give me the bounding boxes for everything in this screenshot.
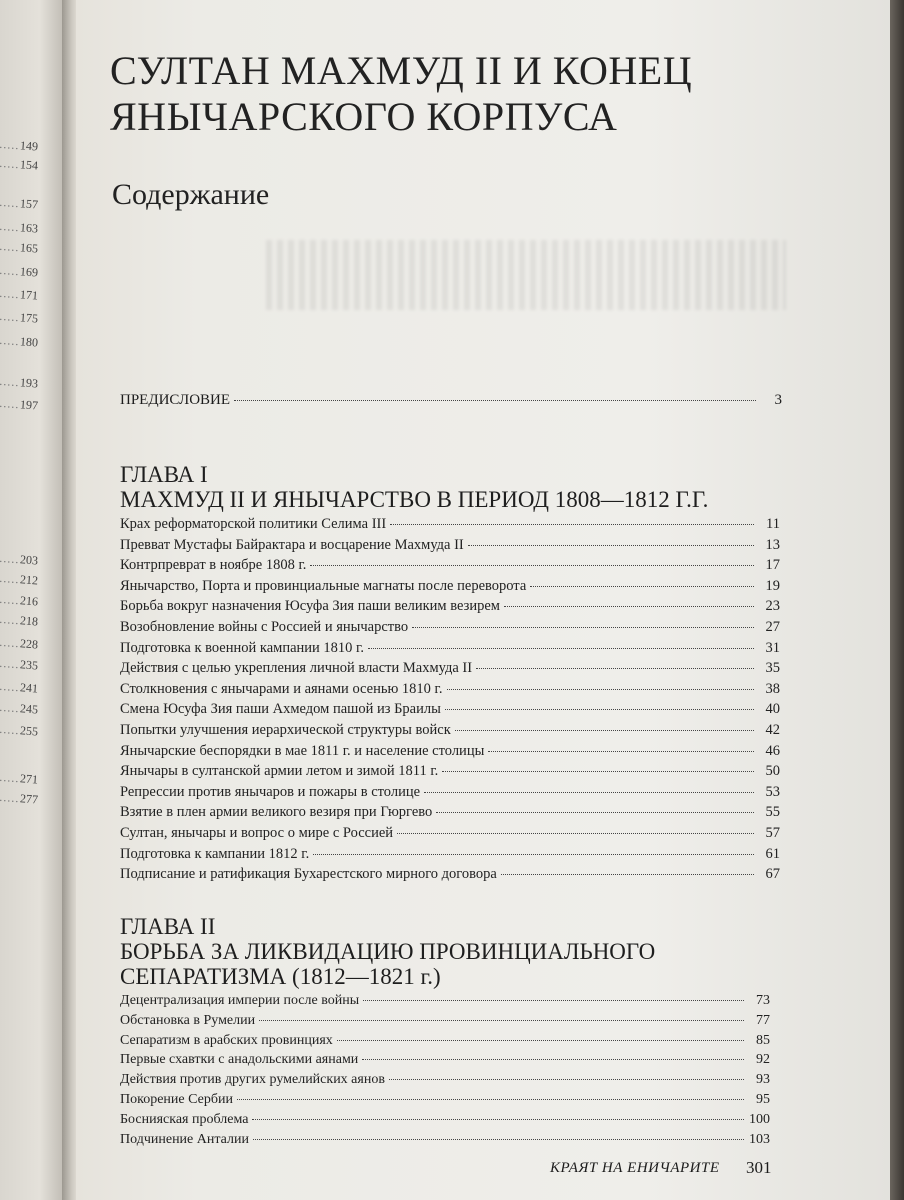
facing-page-number: …… 228 <box>0 635 38 653</box>
toc-entry-title: Попытки улучшения иерархической структуры войск <box>120 721 451 738</box>
dot-leader <box>447 689 755 690</box>
toc-entry-page: 67 <box>765 866 780 883</box>
dot-leader <box>445 709 754 710</box>
toc-entry-title: Подписание и ратификация Бухарестского мирного договора <box>120 866 497 883</box>
dot-leader <box>368 648 754 649</box>
dot-leader <box>468 545 754 546</box>
facing-page-number: …… 171 <box>0 286 38 304</box>
toc-entry-title: Подготовка к кампании 1812 г. <box>120 845 310 862</box>
facing-page-number: …… 255 <box>0 722 38 740</box>
toc-entry-title: Возобновление войны с Россией и янычарство <box>120 618 409 635</box>
toc-entry-title: Контрпреврат в ноябре 1808 г. <box>120 557 307 574</box>
toc-entry-page: 38 <box>765 680 780 697</box>
dot-leader <box>362 1059 744 1060</box>
facing-page <box>0 0 66 1200</box>
book-title <box>110 48 692 140</box>
toc-entry[interactable] <box>120 802 780 823</box>
bleed-through-text <box>266 240 786 310</box>
toc-entry-title: Борьба вокруг назначения Юсуфа Зия паши великим везирем <box>120 598 500 615</box>
toc-entry-page: 40 <box>765 701 780 718</box>
toc-entry[interactable] <box>120 699 780 720</box>
chapter-label: ГЛАВА I <box>120 462 208 487</box>
toc-entry-page: 85 <box>756 1032 770 1048</box>
toc-entry-page: 31 <box>765 639 780 656</box>
facing-page-number: …… 149 <box>0 137 38 155</box>
dot-leader <box>504 606 754 607</box>
dot-leader <box>455 730 754 731</box>
toc-entry-title: Репрессии против янычаров и пожары в столице <box>120 783 421 800</box>
toc-entry-page: 92 <box>756 1052 770 1068</box>
toc-entry-title: Янычарские беспорядки в мае 1811 г. и население столицы <box>120 742 485 759</box>
chapter-title <box>120 939 770 989</box>
toc-entry-page: 17 <box>765 557 780 574</box>
dot-leader <box>237 1099 744 1100</box>
toc-entry[interactable] <box>120 658 780 679</box>
dot-leader <box>442 771 754 772</box>
toc-entry-page: 27 <box>765 618 780 635</box>
toc-entry-title: Боснияская проблема <box>120 1111 249 1127</box>
toc-entry[interactable] <box>120 617 780 638</box>
toc-entry[interactable] <box>120 782 780 803</box>
toc-entry[interactable] <box>120 720 780 741</box>
toc-entry-title: Действия против других румелийских аянов <box>120 1072 385 1088</box>
facing-page-number: …… 157 <box>0 195 38 213</box>
toc-entry[interactable] <box>120 555 780 576</box>
facing-page-number: …… 216 <box>0 592 38 610</box>
toc-entry-title: Янычары в султанской армии летом и зимой 1811 г. <box>120 763 439 780</box>
toc-entry-title: Сепаратизм в арабских провинциях <box>120 1032 333 1048</box>
toc-entry[interactable] <box>120 741 780 762</box>
dot-leader <box>337 1040 744 1041</box>
dot-leader <box>259 1020 744 1021</box>
toc-entry-page: 53 <box>765 783 780 800</box>
toc-entry-page: 42 <box>765 721 780 738</box>
facing-page-number: …… 245 <box>0 700 38 718</box>
toc-entry[interactable] <box>120 514 780 535</box>
facing-page-number: …… 241 <box>0 679 38 697</box>
dot-leader <box>501 874 754 875</box>
toc-entry-page: 57 <box>765 824 780 841</box>
toc-entry-title: Подчинение Анталии <box>120 1131 249 1147</box>
dot-leader <box>476 668 754 669</box>
dot-leader <box>252 1119 744 1120</box>
facing-page-number: …… 271 <box>0 770 38 788</box>
toc-entry[interactable] <box>120 1070 770 1090</box>
toc-entry[interactable] <box>120 823 780 844</box>
chapter-title-line: СЕПАРАТИЗМА (1812—1821 г.) <box>120 964 441 989</box>
dot-leader <box>310 565 754 566</box>
dot-leader <box>389 1079 744 1080</box>
dot-leader <box>424 792 754 793</box>
facing-page-number: …… 203 <box>0 551 38 569</box>
toc-entry-page: 46 <box>765 742 780 759</box>
toc-entry-page: 100 <box>749 1111 770 1127</box>
facing-page-number: …… 193 <box>0 374 38 392</box>
facing-page-number: …… 154 <box>0 156 38 174</box>
chapter-entries <box>120 991 770 1149</box>
toc-entry-title: Первые схавтки с анадольскими аянами <box>120 1052 359 1068</box>
toc-entry-page: 93 <box>756 1072 770 1088</box>
toc-entry[interactable] <box>120 576 780 597</box>
chapter-title-line: МАХМУД II И ЯНЫЧАРСТВО В ПЕРИОД 1808—1812 Г.Г. <box>120 487 709 512</box>
dot-leader <box>363 1000 744 1001</box>
chapter-section <box>120 914 770 1149</box>
chapter-section <box>120 462 780 885</box>
chapter-label: ГЛАВА II <box>120 914 216 939</box>
toc-entry-page: 103 <box>749 1131 770 1147</box>
facing-page-number: …… 180 <box>0 333 38 351</box>
toc-entry-title: Янычарство, Порта и провинциальные магнаты после переворота <box>120 577 527 594</box>
toc-entry-page: 50 <box>765 763 780 780</box>
toc-entry[interactable] <box>120 1050 770 1070</box>
toc-entry-page: 11 <box>766 516 780 532</box>
toc-entry[interactable] <box>120 991 770 1011</box>
dot-leader <box>313 854 754 855</box>
toc-entry[interactable] <box>120 679 780 700</box>
toc-entry-page: 19 <box>765 577 780 594</box>
dot-leader <box>488 751 754 752</box>
toc-entry[interactable] <box>120 1090 770 1110</box>
toc-entry[interactable] <box>120 864 780 885</box>
dot-leader <box>436 812 754 813</box>
toc-entry-title: Султан, янычары и вопрос о мире с Россией <box>120 824 394 841</box>
dot-leader <box>397 833 754 834</box>
toc-entry-title: Покорение Сербии <box>120 1091 233 1107</box>
book-title-line: ЯНЫЧАРСКОГО КОРПУСА <box>110 94 618 139</box>
toc-entry-page: 35 <box>765 660 780 677</box>
toc-entry-title: Децентрализация империи после войны <box>120 993 360 1008</box>
facing-page-number: …… 235 <box>0 656 38 674</box>
toc-entry[interactable] <box>120 1031 770 1051</box>
chapter-entries <box>120 514 780 885</box>
toc-entry[interactable] <box>120 844 780 865</box>
book-title-line: СУЛТАН МАХМУД II И КОНЕЦ <box>110 48 693 93</box>
running-title: КРАЯТ НА ЕНИЧАРИТЕ <box>550 1160 720 1176</box>
toc-entry-page: 55 <box>765 804 780 821</box>
toc-entry-page: 23 <box>765 598 780 615</box>
toc-entry-title: Столкновения с янычарами и аянами осенью 1810 г. <box>120 680 443 697</box>
toc-entry-page: 73 <box>756 993 770 1008</box>
facing-page-number: …… 212 <box>0 571 38 589</box>
toc-entry-page: 95 <box>756 1091 770 1107</box>
toc-entry[interactable] <box>120 1110 770 1130</box>
toc-entry[interactable] <box>120 535 780 556</box>
contents-heading: Содержание <box>112 178 270 211</box>
toc-entry-page: 3 <box>774 392 782 408</box>
facing-page-number: …… 169 <box>0 263 38 281</box>
facing-page-number: …… 197 <box>0 396 38 414</box>
facing-page-number: …… 163 <box>0 219 38 237</box>
page-edge <box>890 0 904 1200</box>
facing-page-number: …… 277 <box>0 790 38 808</box>
toc-entry-page: 61 <box>765 845 780 862</box>
toc-entry-page: 13 <box>765 536 780 553</box>
facing-page-number: …… 218 <box>0 612 38 630</box>
facing-page-number: …… 165 <box>0 239 38 257</box>
toc-entry[interactable] <box>120 596 780 617</box>
dot-leader <box>390 524 754 525</box>
facing-page-numbers <box>0 0 66 1200</box>
dot-leader <box>253 1139 744 1140</box>
toc-entry-preface[interactable] <box>120 392 782 409</box>
toc-entry-page: 77 <box>756 1012 770 1028</box>
toc-entry[interactable] <box>120 761 780 782</box>
dot-leader <box>530 586 754 587</box>
toc-entry-title: Обстановка в Румелии <box>120 1012 256 1028</box>
toc-entry-title: ПРЕДИСЛОВИЕ <box>120 392 231 408</box>
toc-entry-title: Крах реформаторской политики Селима III <box>120 516 387 532</box>
chapter-title-line: БОРЬБА ЗА ЛИКВИДАЦИЮ ПРОВИНЦИАЛЬНОГО <box>120 939 656 964</box>
toc-entry[interactable] <box>120 1011 770 1031</box>
facing-page-number: …… 175 <box>0 309 38 327</box>
toc-entry-title: Превват Мустафы Байрактара и восцарение Махмуда II <box>120 536 464 553</box>
toc-entry[interactable] <box>120 638 780 659</box>
toc-entry-title: Взятие в плен армии великого везиря при Гюргево <box>120 804 433 821</box>
dot-leader <box>412 627 754 628</box>
page-number: 301 <box>746 1158 772 1177</box>
toc-entry-title: Действия с целью укрепления личной власти Махмуда II <box>120 660 473 677</box>
dot-leader <box>234 400 756 401</box>
toc-entry-title: Подготовка к военной кампании 1810 г. <box>120 639 364 656</box>
toc-entry-title: Смена Юсуфа Зия паши Ахмедом пашой из Браилы <box>120 701 441 718</box>
toc-entry[interactable] <box>120 1130 770 1150</box>
chapter-title <box>120 487 780 512</box>
